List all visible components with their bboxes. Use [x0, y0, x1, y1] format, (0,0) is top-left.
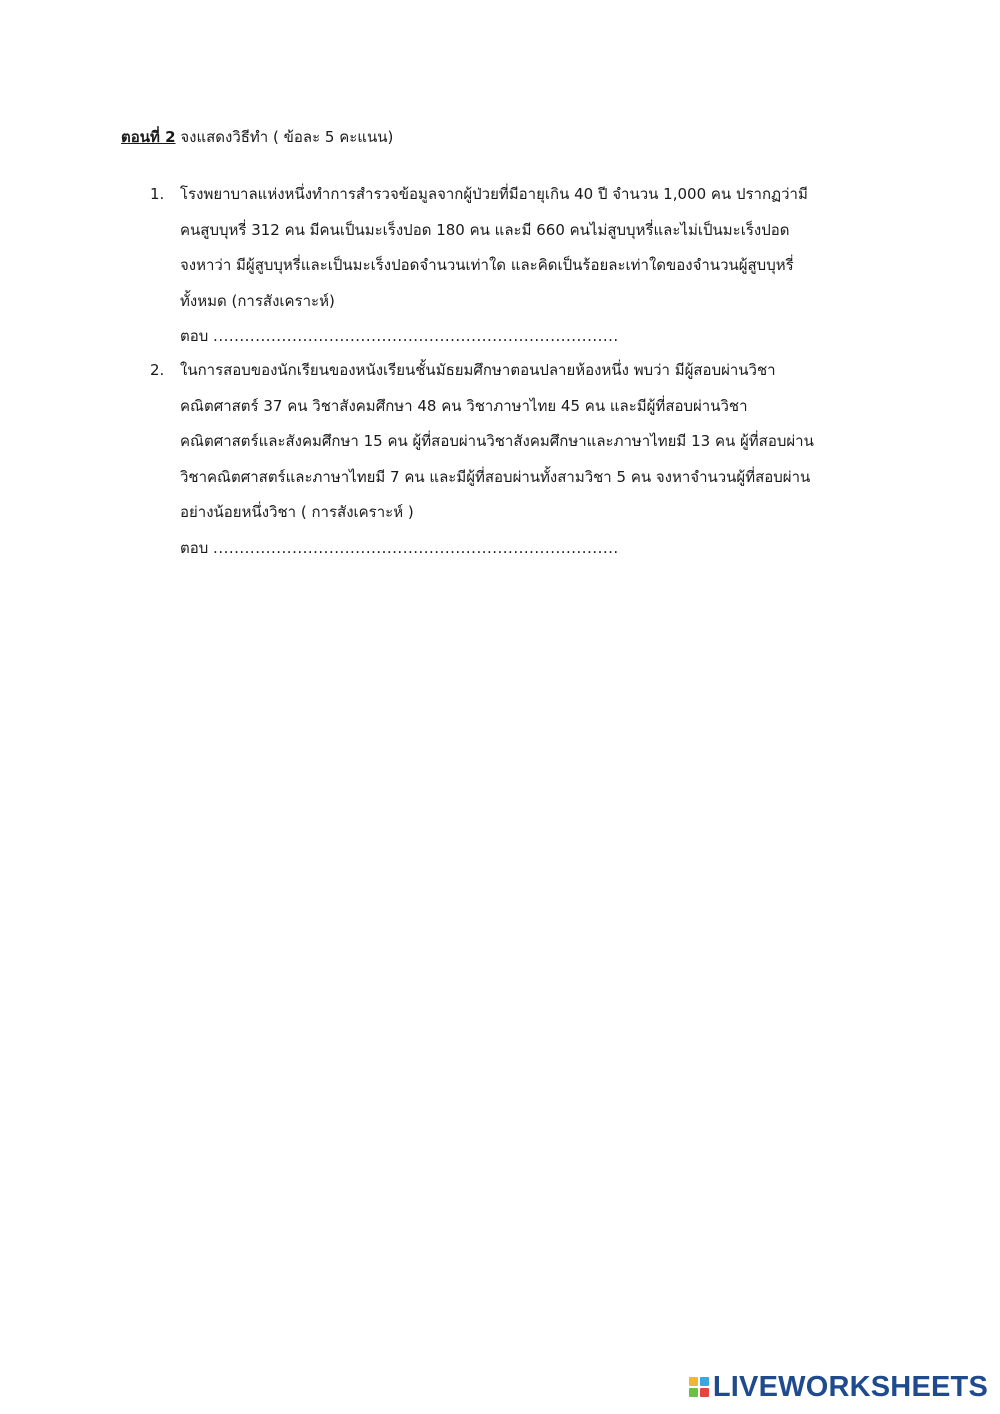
- part-label: ตอนที่ 2: [121, 128, 176, 146]
- brand-logo: [689, 1370, 988, 1404]
- liveworksheets-logo-icon: [689, 1377, 709, 1397]
- answer-dots: .............................................................................: [213, 538, 619, 557]
- question-line: คนสูบบุหรี่ 312 คน มีคนเป็นมะเร็งปอด 180 คน และมี 660 คนไม่สูบบุหรี่และไม่เป็นมะเร็งปอด: [180, 220, 790, 239]
- question-line: วิชาคณิตศาสตร์และภาษาไทยมี 7 คน และมีผู้ที่สอบผ่านทั้งสามวิชา 5 คน จงหาจำนวนผู้ที่สอบผ่าน: [180, 467, 811, 486]
- question-line: อย่างน้อยหนึ่งวิชา ( การสังเคราะห์ ): [180, 503, 414, 521]
- answer-line[interactable]: [180, 531, 890, 567]
- question-number: 2.: [150, 361, 165, 379]
- question-text: [180, 353, 890, 566]
- question-2: [150, 353, 890, 566]
- answer-label: ตอบ: [180, 327, 214, 345]
- answer-dots: .............................................................................: [213, 327, 619, 345]
- question-line: ในการสอบของนักเรียนของหนังเรียนชั้นมัธยมศึกษาตอนปลายห้องหนึ่ง พบว่า มีผู้สอบผ่านวิชา: [180, 361, 776, 379]
- answer-label: ตอบ: [180, 538, 214, 557]
- question-line: โรงพยาบาลแห่งหนึ่งทำการสำรวจข้อมูลจากผู้ป่วยที่มีอายุเกิน 40 ปี จำนวน 1,000 คน ปรากฏว่ามี: [180, 185, 808, 203]
- question-number: 1.: [150, 185, 165, 203]
- brand-name: LIVEWORKSHEETS: [712, 1370, 988, 1403]
- question-text: [180, 177, 890, 355]
- answer-line[interactable]: [180, 319, 890, 355]
- question-line: คณิตศาสตร์และสังคมศึกษา 15 คน ผู้ที่สอบผ่านวิชาสังคมศึกษาและภาษาไทยมี 13 คน ผู้ที่สอบผ่าน: [180, 432, 814, 450]
- question-1: [150, 177, 890, 355]
- question-line: คณิตศาสตร์ 37 คน วิชาสังคมศึกษา 48 คน วิชาภาษาไทย 45 คน และมีผู้ที่สอบผ่านวิชา: [180, 396, 748, 415]
- question-line: ทั้งหมด (การสังเคราะห์): [180, 291, 335, 310]
- part-header: [121, 126, 393, 148]
- part-instruction: จงแสดงวิธีทำ ( ข้อละ 5 คะแนน): [175, 128, 394, 146]
- question-line: จงหาว่า มีผู้สูบบุหรี่และเป็นมะเร็งปอดจำนวนเท่าใด และคิดเป็นร้อยละเท่าใดของจำนวนผู้สูบบุหรี่: [180, 256, 794, 274]
